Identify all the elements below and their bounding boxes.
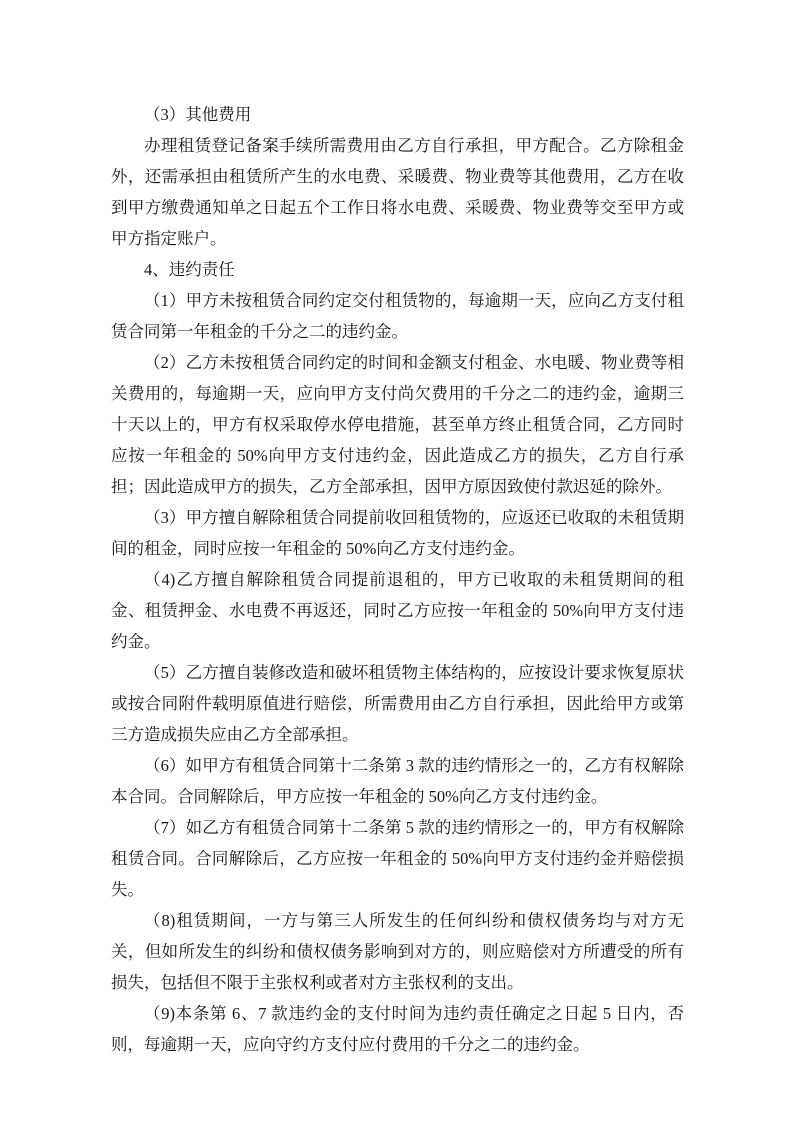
- section-heading-breach-liability: 4、违约责任: [144, 260, 235, 279]
- paragraph-clause-7: （7）如乙方有租赁合同第十二条第 5 款的违约情形之一的，甲方有权解除租赁合同。合同解除后，乙方应按一年租金的 50%向甲方支付违约金并赔偿损失。: [111, 818, 684, 899]
- paragraph-other-fees-body: 办理租赁登记备案手续所需费用由乙方自行承担，甲方配合。乙方除租金外，还需承担由租赁所产生的水电费、采暖费、物业费等其他费用，乙方在收到甲方缴费通知单之日起五个工作日将水电费、采暖费、物业费等交至甲方或甲方指定账户。: [111, 136, 684, 248]
- paragraph-clause-5: （5）乙方擅自装修改造和破坏租赁物主体结构的，应按设计要求恢复原状或按合同附件载明原值进行赔偿，所需费用由乙方自行承担，因此给甲方或第三方造成损失应由乙方全部承担。: [111, 663, 684, 744]
- paragraph-clause-1: （1）甲方未按租赁合同约定交付租赁物的，每逾期一天，应向乙方支付租赁合同第一年租金的千分之二的违约金。: [111, 291, 684, 341]
- paragraph-clause-2: （2）乙方未按租赁合同约定的时间和金额支付租金、水电暖、物业费等相关费用的，每逾期一天，应向甲方支付尚欠费用的千分之二的违约金，逾期三十天以上的，甲方有权采取停水停电措施，甚至单方终止租赁合同，乙方同时应按一年租金的 50%向甲方支付违约金，因此造成乙方的损失，乙方自行承担；因此造成甲方的损失，乙方全部承担，因甲方原因致使付款迟延的除外。: [111, 353, 684, 496]
- subsection-heading-other-fees: （3）其他费用: [144, 105, 252, 124]
- document-page: [111, 99, 684, 1060]
- paragraph-clause-9: （9)本条第 6、7 款违约金的支付时间为违约责任确定之日起 5 日内，否则，每逾期一天，应向守约方支付应付费用的千分之二的违约金。: [111, 1004, 684, 1054]
- paragraph-clause-4: （4)乙方擅自解除租赁合同提前退租的，甲方已收取的未租赁期间的租金、租赁押金、水电费不再返还，同时乙方应按一年租金的 50%向甲方支付违约金。: [111, 570, 684, 651]
- paragraph-clause-8: （8)租赁期间，一方与第三人所发生的任何纠纷和债权债务均与对方无关，但如所发生的纠纷和债权债务影响到对方的，则应赔偿对方所遭受的所有损失，包括但不限于主张权利或者对方主张权利的支出。: [111, 911, 684, 992]
- paragraph-clause-3: （3）甲方擅自解除租赁合同提前收回租赁物的，应返还已收取的未租赁期间的租金，同时应按一年租金的 50%向乙方支付违约金。: [111, 508, 684, 558]
- paragraph-clause-6: （6）如甲方有租赁合同第十二条第 3 款的违约情形之一的，乙方有权解除本合同。合同解除后，甲方应按一年租金的 50%向乙方支付违约金。: [111, 756, 684, 806]
